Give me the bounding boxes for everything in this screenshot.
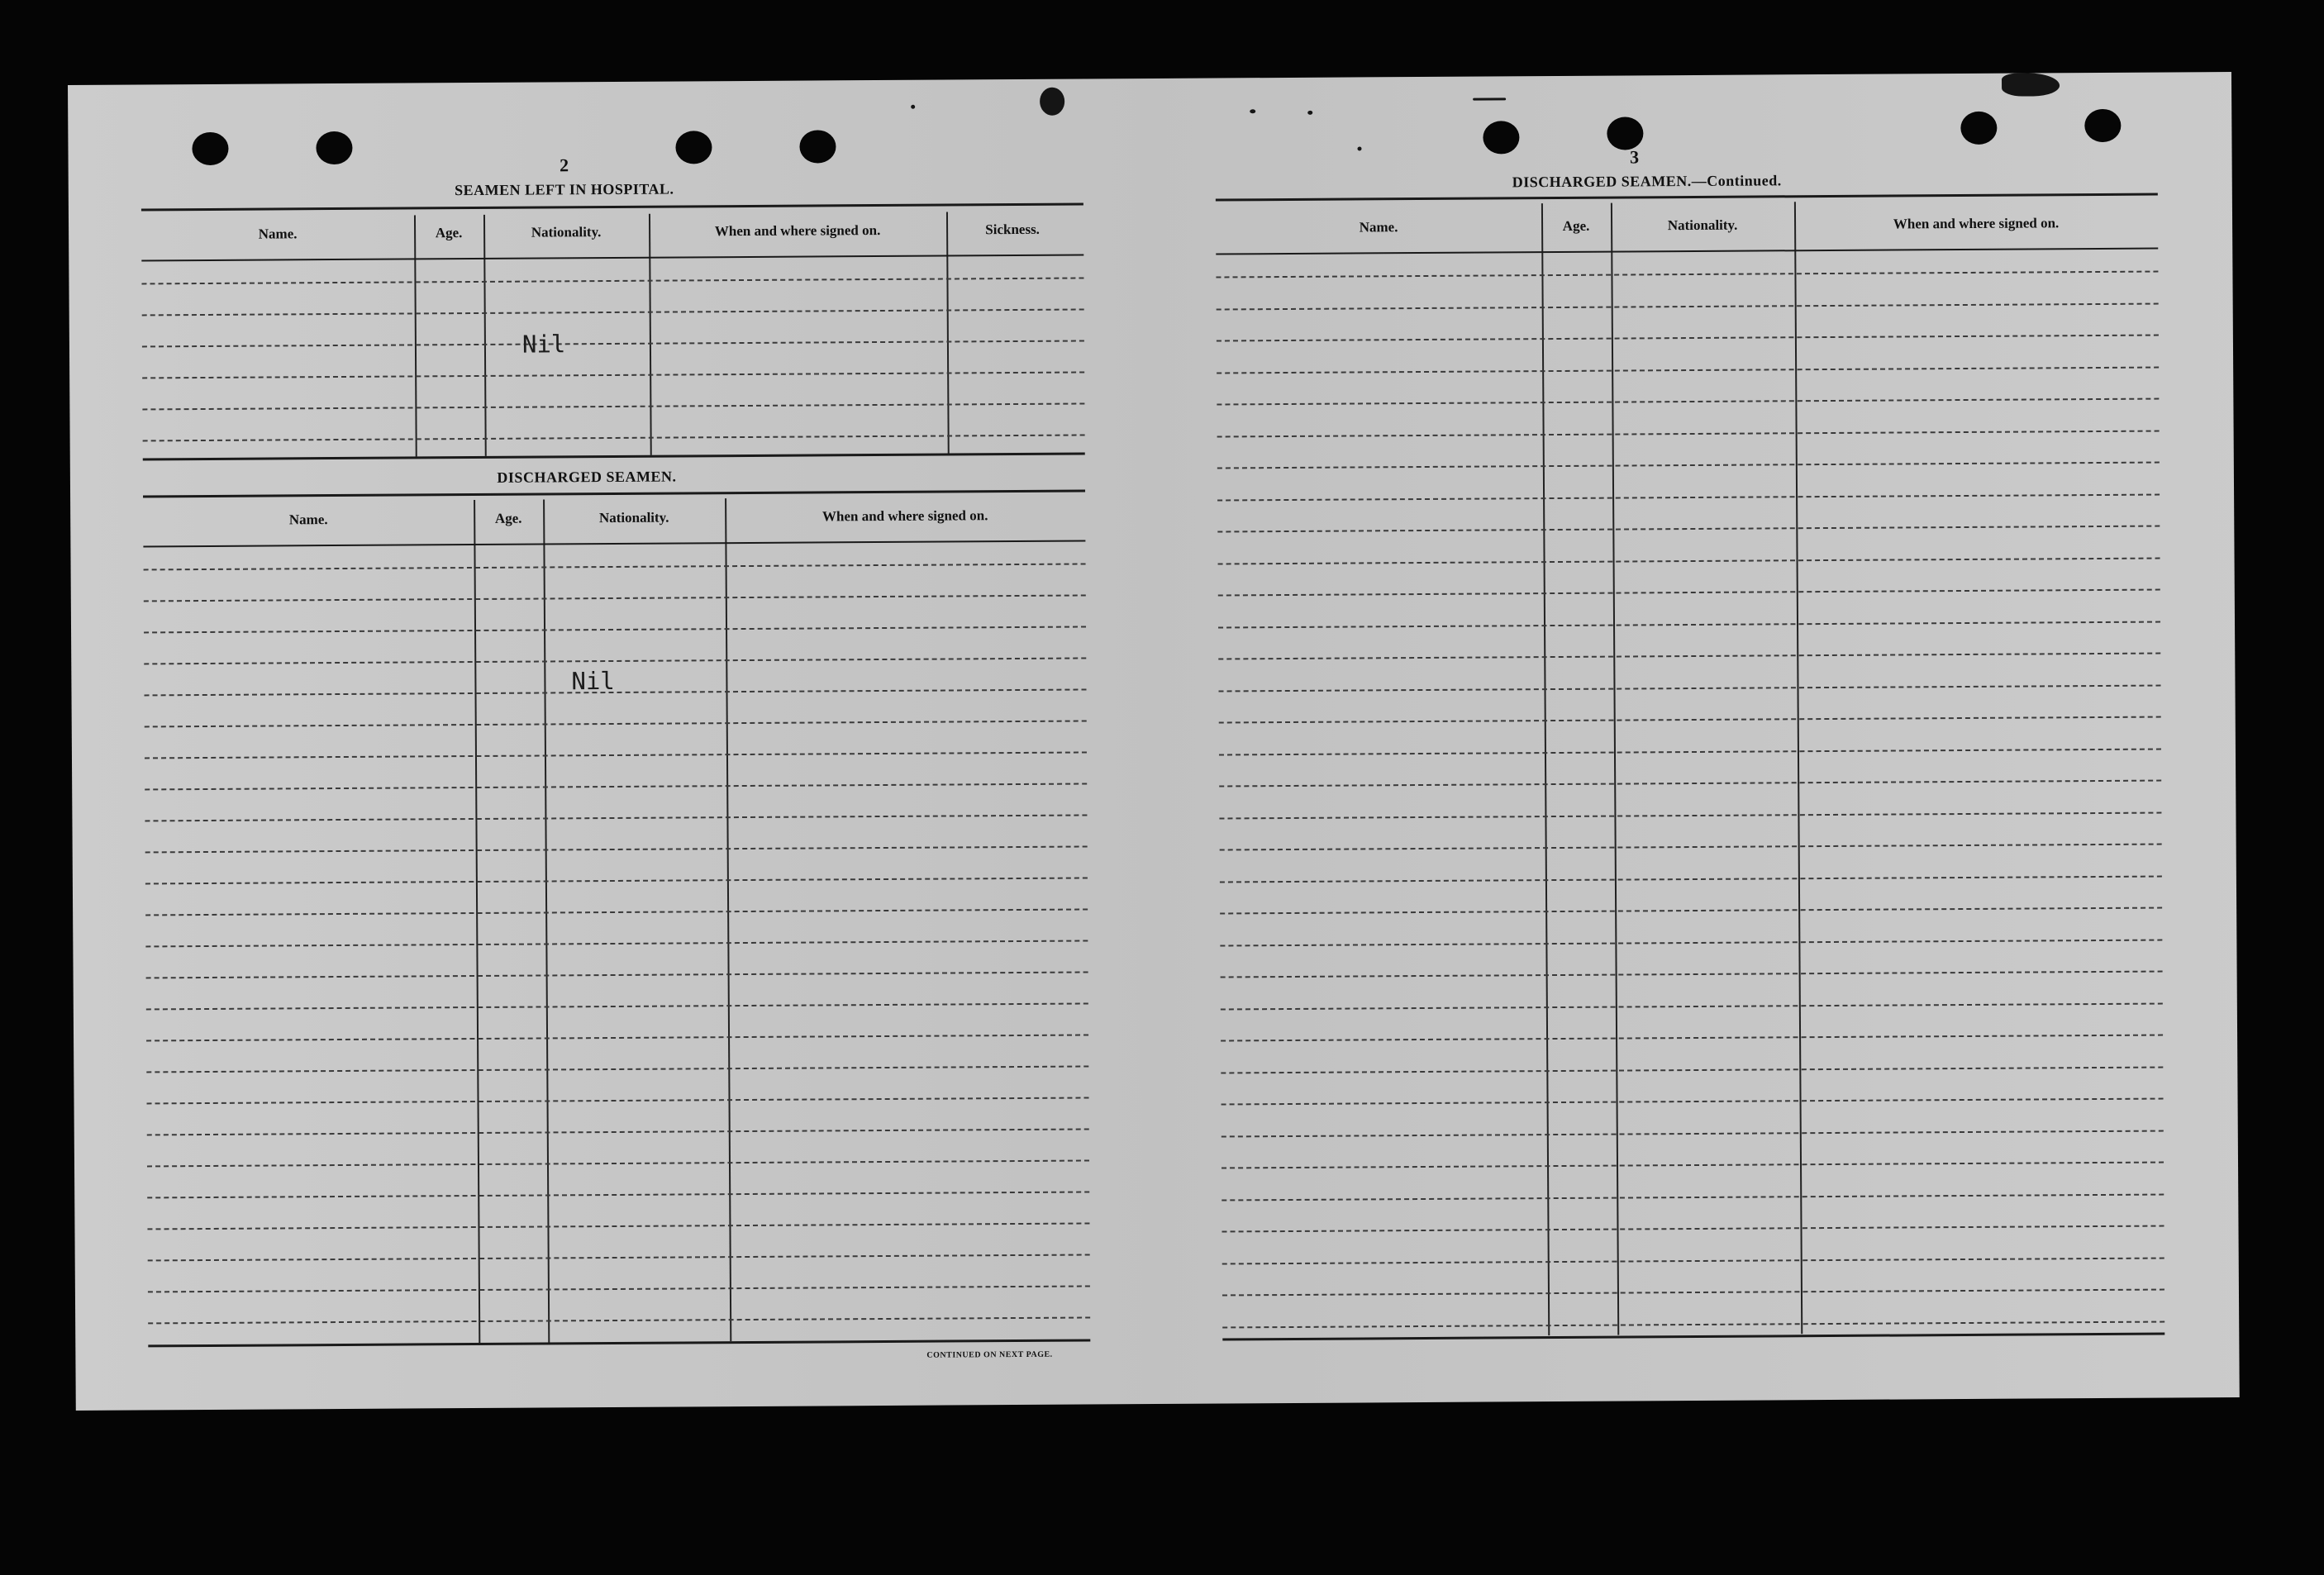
ruled-line xyxy=(1218,557,2160,564)
ink-speck xyxy=(1473,98,1506,100)
ruled-line xyxy=(145,877,1088,884)
punch-hole xyxy=(2084,109,2121,142)
column-header-name: Name. xyxy=(258,226,298,242)
ruled-line xyxy=(1220,844,2162,851)
ruled-line xyxy=(1217,462,2160,469)
header-underline xyxy=(141,254,1083,261)
ruled-line xyxy=(146,1002,1088,1010)
column-divider xyxy=(725,498,731,1341)
punch-hole xyxy=(192,132,228,165)
ruled-line xyxy=(1217,493,2160,501)
page-number: 3 xyxy=(1629,146,1640,168)
column-divider xyxy=(483,215,487,456)
column-header-nationality: Nationality. xyxy=(531,224,602,240)
column-divider xyxy=(474,500,480,1343)
table-top-rule xyxy=(143,489,1085,497)
column-header-age: Age. xyxy=(435,225,463,241)
column-divider xyxy=(543,499,550,1342)
ink-speck xyxy=(1357,146,1361,150)
ruled-line xyxy=(144,594,1086,602)
ruled-line xyxy=(1216,271,2158,278)
table-bottom-rule xyxy=(1222,1333,2164,1341)
column-header-name: Name. xyxy=(288,512,328,528)
section-title: DISCHARGED SEAMEN. xyxy=(497,468,677,486)
ink-speck xyxy=(1250,109,1255,113)
column-header-nationality: Nationality. xyxy=(1667,217,1738,234)
punch-hole xyxy=(316,131,352,164)
header-underline xyxy=(143,540,1085,547)
ruled-line xyxy=(145,688,1087,696)
ruled-line xyxy=(1221,1035,2163,1042)
section-divider-rule xyxy=(143,452,1085,460)
ink-speck xyxy=(2002,73,2060,96)
column-header-age: Age. xyxy=(1562,217,1590,234)
column-header-name: Name. xyxy=(1359,219,1398,236)
column-header-sickness: Sickness. xyxy=(985,221,1040,238)
ruled-line xyxy=(1217,335,2159,342)
ink-speck xyxy=(1307,111,1312,115)
ruled-line xyxy=(1218,621,2160,628)
ruled-line xyxy=(1220,939,2162,946)
ruled-line xyxy=(144,563,1086,570)
ruled-line xyxy=(146,1034,1088,1041)
ruled-line xyxy=(145,720,1087,727)
table-top-rule xyxy=(1216,193,2158,202)
ruled-line xyxy=(1217,302,2159,310)
ruled-line xyxy=(144,626,1086,633)
ruled-line xyxy=(1218,589,2160,597)
page-number: 2 xyxy=(560,155,569,176)
ruled-line xyxy=(145,783,1087,790)
column-divider xyxy=(649,214,652,455)
punch-hole xyxy=(1607,117,1643,150)
ruled-line xyxy=(1222,1225,2164,1233)
column-header-signed-on: When and where signed on. xyxy=(714,221,881,240)
ruled-line xyxy=(1220,907,2162,915)
ruled-line xyxy=(1221,1066,2163,1073)
ruled-line xyxy=(145,814,1087,821)
ruled-line xyxy=(1222,1162,2164,1169)
ruled-line xyxy=(1222,1098,2164,1106)
column-header-signed-on: When and where signed on. xyxy=(1893,215,2060,232)
ruled-line xyxy=(1221,971,2163,978)
ruled-line xyxy=(1222,1320,2164,1328)
ruled-line xyxy=(1217,526,2160,533)
table-top-rule xyxy=(141,202,1083,211)
ruled-line xyxy=(142,308,1084,316)
nil-entry: Nil xyxy=(571,666,615,696)
ruled-line xyxy=(147,1191,1089,1198)
ink-speck xyxy=(911,105,915,109)
ruled-line xyxy=(1222,1257,2164,1264)
document-sheet xyxy=(68,72,2240,1411)
ruled-line xyxy=(1218,653,2160,660)
ruled-line xyxy=(142,340,1084,347)
ruled-line xyxy=(1219,780,2161,788)
ruled-line xyxy=(147,1097,1089,1104)
ruled-line xyxy=(147,1159,1089,1167)
ruled-line xyxy=(1219,716,2161,724)
table-bottom-rule xyxy=(148,1339,1090,1347)
column-header-age: Age. xyxy=(494,510,522,526)
section-title: DISCHARGED SEAMEN.—Continued. xyxy=(1512,172,1782,191)
column-header-signed-on: When and where signed on. xyxy=(821,507,988,525)
ruled-line xyxy=(145,751,1087,759)
ruled-line xyxy=(1220,875,2162,883)
ruled-line xyxy=(1221,1002,2163,1010)
ruled-line xyxy=(1217,430,2160,437)
ruled-line xyxy=(1219,811,2161,819)
ruled-line xyxy=(142,402,1084,410)
ruled-line xyxy=(142,371,1084,378)
nil-entry: Nil xyxy=(521,330,566,359)
ruled-line xyxy=(1217,398,2159,406)
ruled-line xyxy=(146,971,1088,978)
ruled-line xyxy=(1222,1193,2164,1201)
ruled-line xyxy=(147,1222,1089,1230)
column-divider xyxy=(946,212,950,453)
ruled-line xyxy=(145,845,1088,853)
header-underline xyxy=(1216,248,2158,255)
ruled-line xyxy=(143,434,1085,441)
column-divider xyxy=(414,215,417,456)
ruled-line xyxy=(1222,1289,2164,1297)
ink-speck xyxy=(1040,88,1064,116)
ruled-line xyxy=(144,657,1086,664)
right-ruled-rows xyxy=(68,72,2231,85)
ruled-line xyxy=(141,277,1083,284)
punch-hole xyxy=(799,130,836,163)
hospital-ruled-rows xyxy=(68,72,2231,85)
punch-hole xyxy=(675,131,712,164)
ruled-line xyxy=(148,1285,1090,1292)
ruled-line xyxy=(148,1254,1090,1261)
ruled-line xyxy=(145,940,1088,947)
ruled-line xyxy=(1222,1130,2164,1137)
column-header-nationality: Nationality. xyxy=(598,509,669,526)
ruled-line xyxy=(146,1065,1088,1073)
ruled-line xyxy=(1218,684,2160,692)
punch-hole xyxy=(1960,112,1997,145)
ruled-line xyxy=(148,1316,1090,1324)
punch-hole xyxy=(1483,121,1519,154)
ruled-line xyxy=(1219,748,2161,755)
discharged-ruled-rows xyxy=(68,72,2231,85)
ruled-line xyxy=(1217,366,2159,374)
ruled-line xyxy=(147,1128,1089,1135)
continued-footnote: CONTINUED ON NEXT PAGE. xyxy=(926,1349,1053,1360)
ruled-line xyxy=(145,908,1088,916)
section-title: SEAMEN LEFT IN HOSPITAL. xyxy=(455,180,674,199)
